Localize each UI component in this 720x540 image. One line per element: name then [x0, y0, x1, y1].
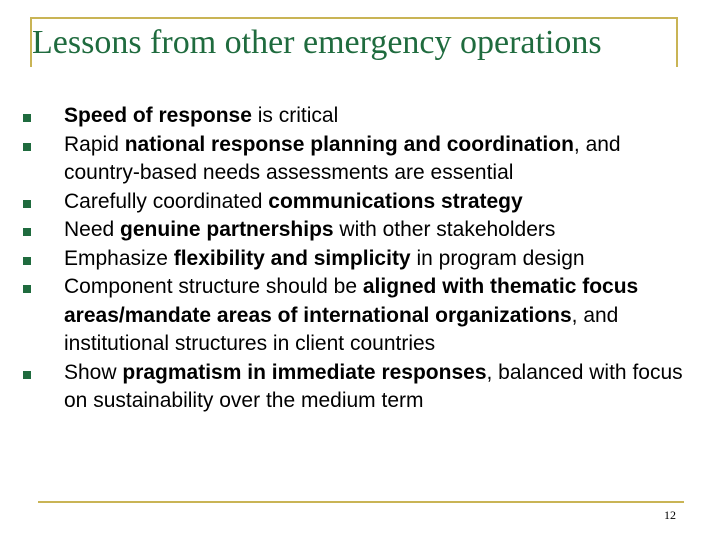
title-frame-right-border [676, 17, 678, 67]
square-bullet-icon [23, 114, 31, 122]
footer-divider [38, 501, 684, 503]
bullet-item [64, 131, 694, 188]
bullet-item [64, 273, 694, 359]
bullet-item [64, 245, 694, 274]
bullet-text: Need [64, 218, 121, 241]
bullet-text: , balanced with focus on sustainability over the medium term [64, 360, 683, 412]
bullet-text: Carefully coordinated [64, 189, 269, 213]
bullet-text: is critical [251, 104, 339, 127]
square-bullet-icon [23, 257, 31, 265]
square-bullet-icon [23, 200, 31, 208]
bullet-text: , and country-based needs assessments are essential [64, 132, 621, 184]
square-bullet-icon [23, 285, 31, 293]
bullet-text: in program design [410, 246, 585, 270]
bullet-bold-text: aligned with thematic focus areas/mandate areas of international organizations [64, 275, 639, 327]
bullet-bold-text: national response planning and coordination [124, 132, 574, 156]
title-frame-top-border [30, 17, 678, 19]
bullet-list [64, 102, 694, 416]
square-bullet-icon [23, 371, 31, 379]
bullet-item [64, 102, 694, 131]
square-bullet-icon [23, 228, 31, 236]
square-bullet-icon [23, 143, 31, 151]
bullet-bold-text: flexibility and simplicity [173, 246, 411, 270]
bullet-text: Rapid [64, 132, 125, 156]
bullet-text: with other stakeholders [333, 218, 556, 241]
bullet-item [64, 216, 694, 245]
bullet-bold-text: pragmatism in immediate responses [122, 360, 487, 384]
bullet-item [64, 359, 694, 416]
bullet-text: Component structure should be [64, 275, 363, 298]
bullet-text: , and institutional structures in client countries [64, 303, 619, 355]
bullet-text: Emphasize [64, 246, 174, 270]
bullet-bold-text: genuine partnerships [120, 218, 334, 241]
bullet-item [64, 188, 694, 217]
bullet-bold-text: Speed of response [64, 104, 252, 127]
bullet-bold-text: communications strategy [268, 189, 523, 213]
bullet-text: Show [64, 360, 123, 384]
slide-title: Lessons from other emergency operations [32, 24, 602, 61]
page-number: 12 [664, 508, 676, 522]
